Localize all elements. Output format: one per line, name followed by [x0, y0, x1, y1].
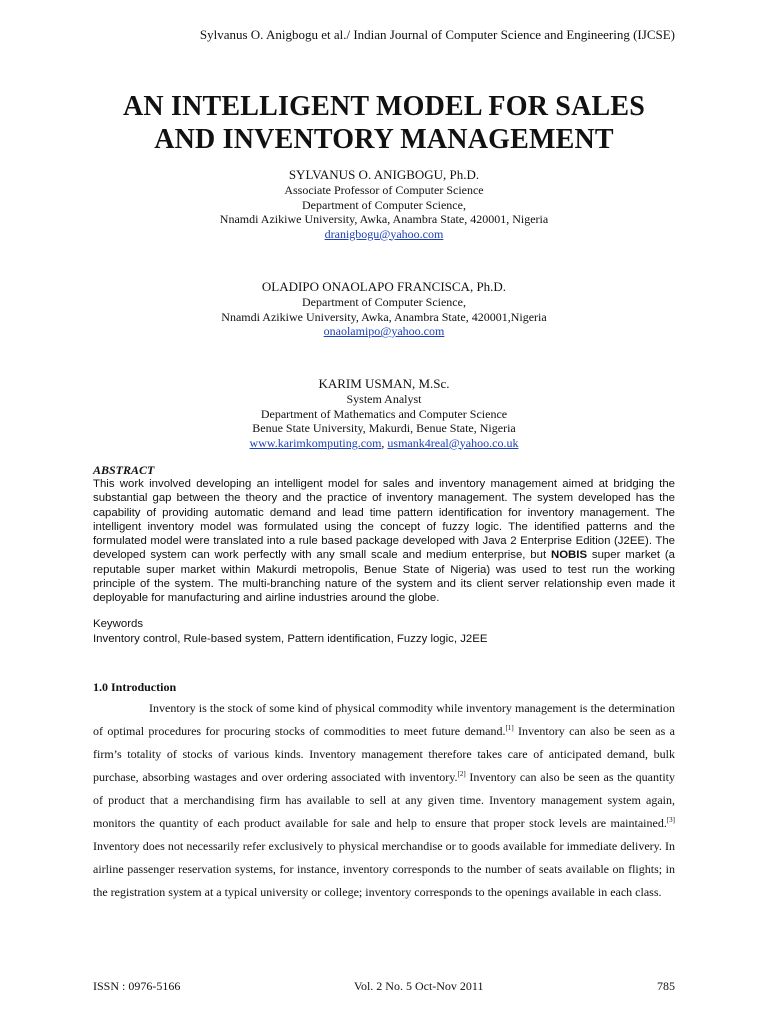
citation-ref: [3] [666, 816, 675, 824]
author-name: KARIM USMAN, M.Sc. [318, 376, 450, 391]
intro-text: Inventory is the stock of some kind of physical commodity while inventory management is the determination of optimal procedures for procuring stocks of commodities to meet future demand. [93, 701, 675, 738]
intro-text: Inventory can also be seen as the quantity of product that a merchandising firm has available to sell at any given time. Inventory management system again, monitors the quantity of each product available for sale and help to ensure that proper stock levels are maintained. [93, 770, 675, 830]
author-affiliation: Associate Professor of Computer Science [284, 183, 484, 197]
page-footer [93, 979, 675, 994]
section-heading-introduction: 1.0 Introduction [93, 680, 177, 694]
author-affiliation: Department of Computer Science, [302, 295, 466, 309]
keywords-section [93, 617, 675, 646]
abstract-heading: ABSTRACT [93, 463, 155, 477]
author-affiliation: Nnamdi Azikiwe University, Awka, Anambra State, 420001,Nigeria [221, 309, 547, 324]
abstract-text-part: super market (a reputable super market within Makurdi metropolis, Benue State of Nigeria) was used to test run the working principle of the system. The multi-branching nature of the system and its client server relationship even made it deployable for manufacturing and airline industries around the globe. [93, 549, 675, 605]
link-separator: , [381, 435, 385, 450]
author-email-link[interactable]: dranigbogu@yahoo.com [324, 226, 444, 241]
keywords-list: Inventory control, Rule-based system, Pattern identification, Fuzzy logic, J2EE [93, 632, 488, 645]
introduction-paragraph [93, 697, 675, 904]
keywords-heading: Keywords [93, 618, 144, 630]
title-line-1: AN INTELLIGENT MODEL FOR SALES [122, 91, 646, 122]
author-block-2 [93, 279, 675, 339]
running-header: Sylvanus O. Anigbogu et al./ Indian Journal of Computer Science and Engineering (IJCSE) [199, 27, 675, 42]
citation-ref: [2] [457, 770, 466, 778]
citation-ref: [1] [505, 724, 514, 732]
footer-issn: ISSN : 0976-5166 [93, 979, 181, 993]
introduction-body [93, 697, 675, 904]
footer-volume: Vol. 2 No. 5 Oct-Nov 2011 [353, 979, 484, 993]
author-name: SYLVANUS O. ANIGBOGU, Ph.D. [288, 167, 480, 182]
paper-title [93, 90, 675, 156]
author-name: OLADIPO ONAOLAPO FRANCISCA, Ph.D. [261, 279, 507, 294]
abstract-section [93, 463, 675, 606]
intro-text: Inventory can also be seen as a firm’s totality of stocks of various kinds. Inventory management therefore takes care of anticipated demand, bulk purchase, absorbing wastages and over ordering associated with inventory. [93, 724, 675, 784]
author-block-3 [93, 376, 675, 450]
abstract-text [93, 477, 675, 606]
author-email-link[interactable]: usmank4real@yahoo.co.uk [387, 435, 519, 450]
author-affiliation: Benue State University, Makurdi, Benue State, Nigeria [252, 421, 516, 435]
footer-page-number: 785 [656, 979, 675, 993]
author-block-1 [93, 167, 675, 241]
abstract-text-part: This work involved developing an intelligent model for sales and inventory management aimed at bridging the substantial gap between the theory and the practice of inventory management. The system developed has the capability of providing automatic demand and lead time pattern identification for inventory management. The intelligent inventory model was formulated using the concept of fuzzy logic. The identified patterns and the formulated model were translated into a rule based package developed with Java 2 Enterprise Edition (J2EE). The developed system can work perfectly with any small scale and medium enterprise, but [93, 478, 675, 562]
intro-text: Inventory does not necessarily refer exclusively to physical merchandise or to goods available for immediate delivery. In airline passenger reservation systems, for instance, inventory corresponds to the number of seats available on flights; in the registration system at a typical university or college; inventory corresponds to the openings available in each class. [93, 839, 675, 899]
author-website-link[interactable]: www.karimkomputing.com [249, 435, 382, 450]
abstract-bold-term: NOBIS [550, 549, 588, 562]
author-affiliation: Nnamdi Azikiwe University, Awka, Anambra State, 420001, Nigeria [219, 212, 549, 226]
title-line-2: AND INVENTORY MANAGEMENT [154, 124, 614, 155]
author-email-link[interactable]: onaolamipo@yahoo.com [323, 324, 445, 338]
author-affiliation: System Analyst [346, 392, 422, 406]
author-affiliation: Department of Computer Science, [302, 197, 466, 212]
author-affiliation: Department of Mathematics and Computer Science [260, 406, 508, 421]
